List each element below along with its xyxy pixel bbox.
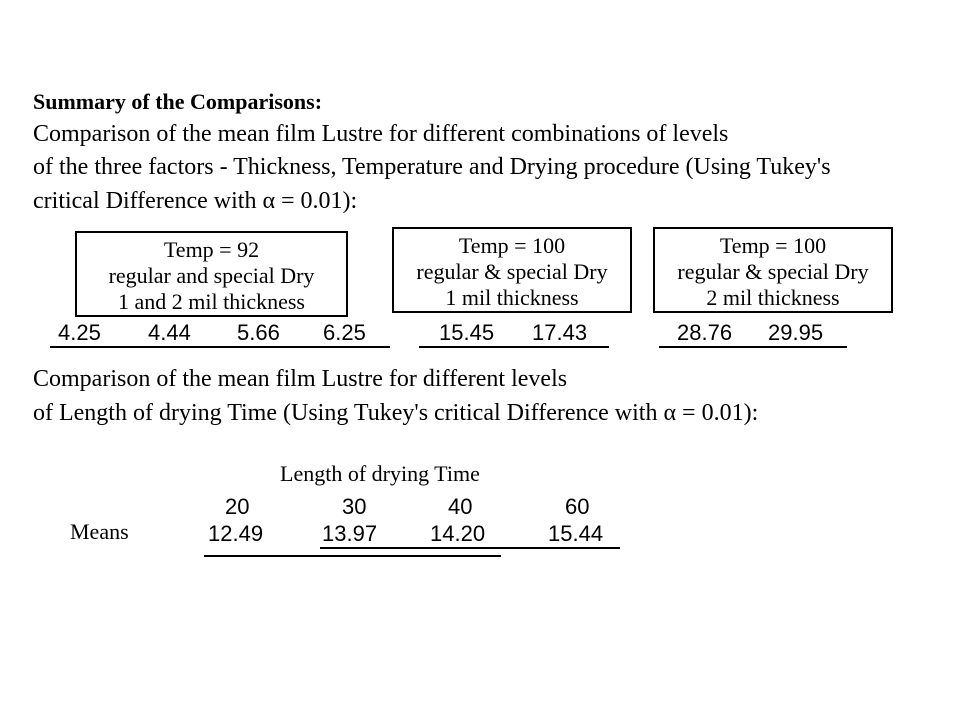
means-underline-upper (320, 547, 620, 549)
box-line-thickness: 2 mil thickness (706, 285, 840, 310)
box-line-dry: regular & special Dry (677, 259, 869, 284)
box-line-dry: regular & special Dry (416, 259, 608, 284)
group1-mean-1: 4.25 (58, 320, 101, 345)
group3-mean-2: 29.95 (768, 320, 824, 345)
section2-line-2: of Length of drying Time (Using Tukey's critical Difference with α = 0.01): (33, 400, 759, 426)
group1-mean-3: 5.66 (237, 320, 280, 345)
box-line-thickness: 1 mil thickness (445, 285, 579, 310)
page-title: Summary of the Comparisons: (33, 89, 323, 114)
box-line-dry: regular and special Dry (108, 263, 315, 288)
section1-line-3: critical Difference with α = 0.01): (33, 188, 358, 214)
mean-30: 13.97 (322, 521, 378, 546)
group1-mean-4: 6.25 (323, 320, 366, 345)
section1-line-2: of the three factors - Thickness, Temperature and Drying procedure (Using Tukey's (33, 154, 831, 180)
group-box-temp92 (75, 231, 348, 317)
row-label: Means (70, 519, 129, 544)
mean-40: 14.20 (430, 521, 486, 546)
box-line-temp: Temp = 100 (719, 233, 827, 258)
group2-underline (419, 346, 609, 348)
box-line-temp: Temp = 100 (458, 233, 566, 258)
group1-underline (50, 346, 390, 348)
level-20: 20 (225, 494, 250, 519)
means-underline-lower (204, 555, 501, 557)
group3-mean-1: 28.76 (677, 320, 733, 345)
group2-mean-2: 17.43 (532, 320, 588, 345)
group2-mean-1: 15.45 (439, 320, 495, 345)
group-box-temp100-2mil (653, 227, 893, 313)
box-line-temp: Temp = 92 (163, 237, 260, 262)
group-box-temp100-1mil (392, 227, 632, 313)
section2-line-1: Comparison of the mean film Lustre for different levels (33, 366, 568, 392)
mean-60: 15.44 (548, 521, 604, 546)
table-title: Length of drying Time (280, 461, 480, 486)
box-line-thickness: 1 and 2 mil thickness (118, 289, 305, 314)
group3-underline (659, 346, 847, 348)
mean-20: 12.49 (208, 521, 264, 546)
level-40: 40 (448, 494, 473, 519)
level-30: 30 (342, 494, 367, 519)
group1-mean-2: 4.44 (148, 320, 191, 345)
section1-line-1: Comparison of the mean film Lustre for different combinations of levels (33, 121, 729, 147)
level-60: 60 (565, 494, 590, 519)
